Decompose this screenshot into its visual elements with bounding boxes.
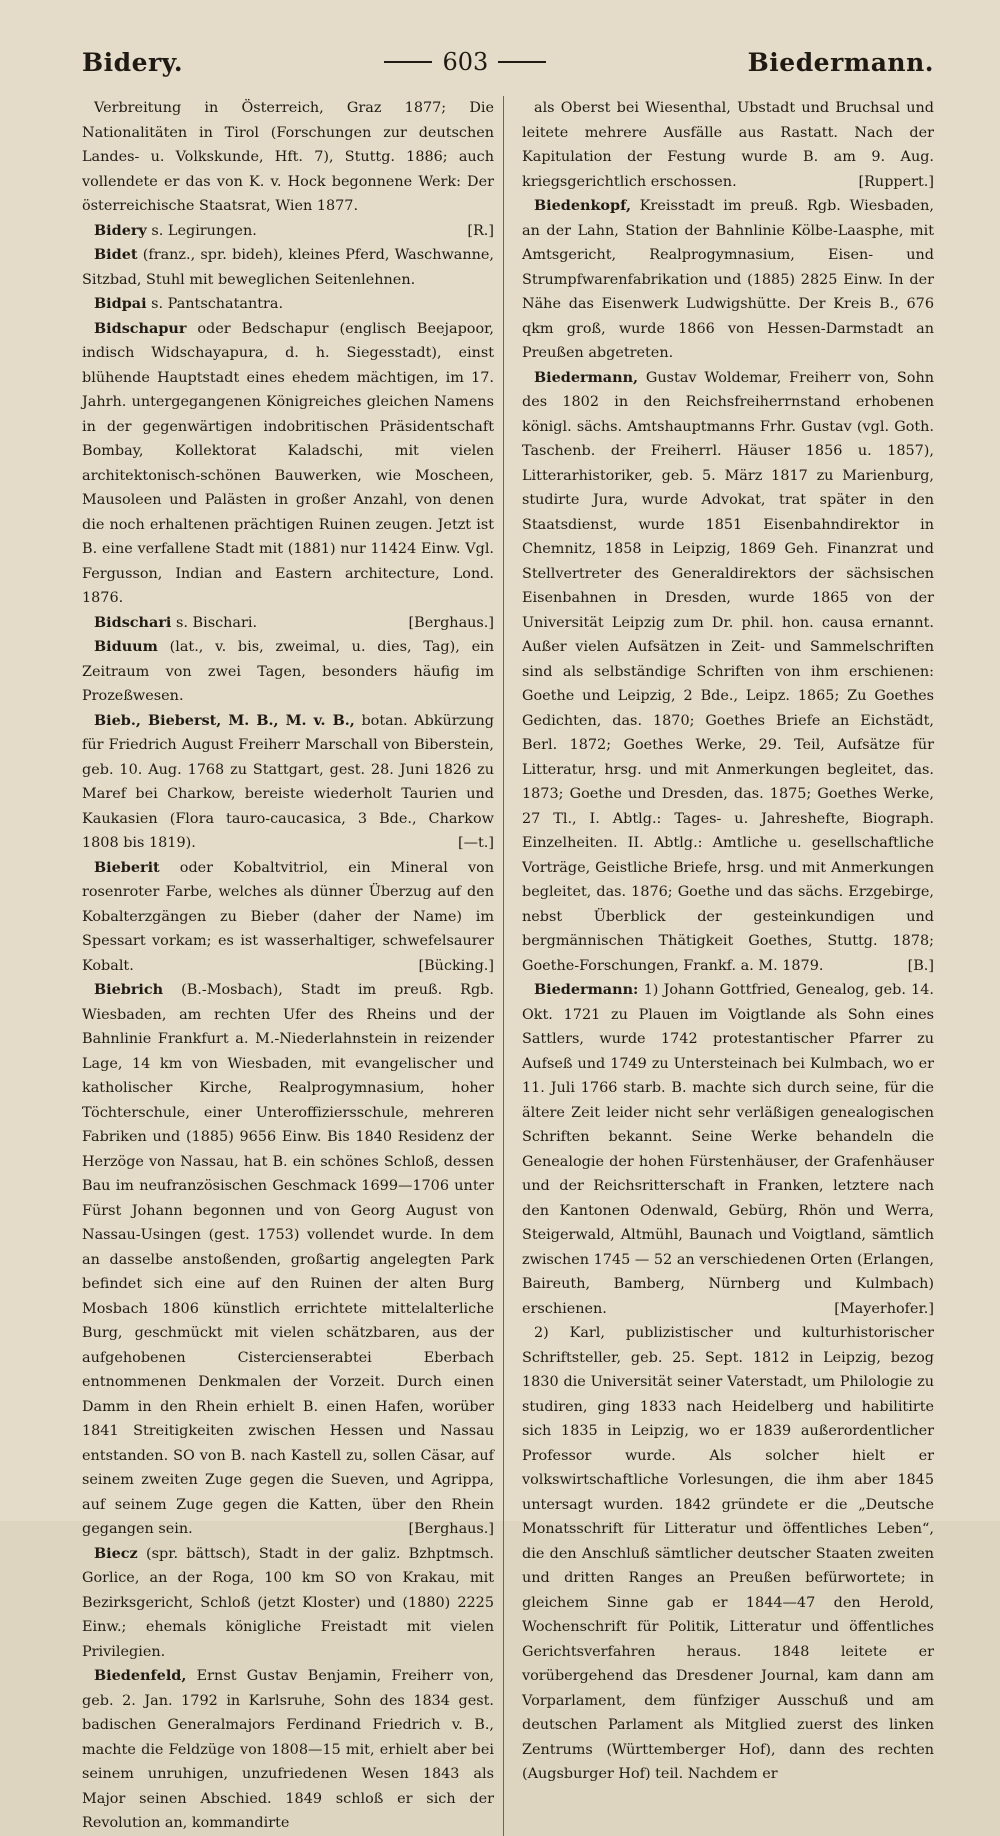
running-head-right: Biedermann. bbox=[747, 47, 934, 77]
page-number-block bbox=[384, 48, 546, 76]
entry-headword: Biedermann, bbox=[534, 368, 639, 386]
entry-headword: Bidet bbox=[94, 246, 138, 263]
entry-text: s. Bischari. bbox=[175, 614, 258, 631]
page-header bbox=[82, 40, 934, 84]
entry-text: 1) Johann Gottfried, Genealog, geb. 14. Okt. 1721 zu Plauen im Voigtlande als Sohn eines Sattlers, wurde 1742 protestantischer Pfarrer zu Aufseß und 1749 zu Untersteinach bei Kulmbach, wo er 11. Juli 1766 starb. B. machte sich durch seine, für die ältere Zeit leider nicht sehr verläßigen genealogischen Schriften bekannt. Seine Werke behandeln die Genealogie der hohen Fürstenhäuser, der Grafenhäuser und der Reichsritterschaft in Franken, letztere nach den Kantonen Odenwald, Gebürg, Rhön und Werra, Steigerwald, Altmühl, Baunach und Voigtland, sämtlich zwischen 1745 — 52 an verschiedenen Orten (Erlangen, Baireuth, Bamberg, Nürnberg und Kulmbach) erschienen. bbox=[522, 982, 935, 1317]
entry bbox=[82, 1664, 494, 1836]
entry bbox=[82, 243, 494, 292]
entry bbox=[522, 96, 934, 194]
entry-text: Kreisstadt im preuß. Rgb. Wiesbaden, an der Lahn, Station der Bahnlinie Kölbe-Laasphe, mit Amtsgericht, Realprogymnasium, Eisen- und Strumpfwarenfabrikation und (1885) 2825 Einw. In der Nähe das Eisenwerk Ludwigshütte. Der Kreis B., 676 qkm groß, wurde 1866 von Hessen-Darmstadt an Preußen abgetreten. bbox=[522, 198, 934, 361]
entry-headword: Bidpai bbox=[94, 295, 147, 312]
entry-author: [Mayerhofer.] bbox=[834, 1300, 934, 1317]
entry-text: (franz., spr. bideh), kleines Pferd, Waschwanne, Sitzbad, Stuhl mit beweglichen Seitenlehnen. bbox=[82, 247, 494, 288]
entry bbox=[82, 292, 494, 317]
header-rule-left bbox=[384, 61, 432, 63]
entry bbox=[522, 978, 934, 1321]
entry bbox=[522, 1321, 934, 1787]
entry-headword: Bieberit bbox=[94, 858, 160, 876]
left-column bbox=[82, 96, 504, 1836]
entry bbox=[82, 1542, 494, 1665]
entry-text: s. Legirungen. bbox=[151, 222, 257, 239]
entry bbox=[82, 635, 494, 709]
entry-headword: Biebrich bbox=[94, 981, 164, 998]
entry-text: oder Bedschapur (englisch Beejapoor, indisch Widschayapura, d. h. Siegesstadt), einst blühende Hauptstadt eines ehedem mächtigen, im 17. Jahrh. untergegangenen Königreiches gleichen Namens in der gegenwärtigen indobritischen Präsidentschaft Bombay, Kollektorat Kaladschi, mit vielen architektonisch-schönen Bauwerken, wie Moscheen, Mausoleen und Palästen in großer Anzahl, von denen die noch erhaltenen prächtigen Ruinen zeugen. Jetzt ist B. eine verfallene Stadt mit (1881) nur 11424 Einw. Vgl. Fergusson, Indian and Eastern architecture, Lond. 1876. bbox=[82, 320, 494, 606]
entry-headword: Biduum bbox=[94, 638, 158, 655]
text-columns bbox=[82, 96, 934, 1836]
entry-text: Ernst Gustav Benjamin, Freiherr von, geb. 2. Jan. 1792 in Karlsruhe, Sohn des 1834 gest. badischen Generalmajors Ferdinand Friedrich v. B., machte die Feldzüge von 1808—15 mit, erhielt aber bei seinem unruhigen, unzufriedenen Wesen 1843 als Major seinen Abschied. 1849 schloß er sich der Revolution an, kommandirte bbox=[82, 1668, 494, 1831]
entry-author: [Berghaus.] bbox=[408, 1521, 494, 1537]
entry-author: [—t.] bbox=[458, 835, 494, 851]
entry-headword: Biecz bbox=[94, 1544, 138, 1562]
entry-author: [Bücking.] bbox=[418, 957, 494, 974]
entry-text: (spr. bättsch), Stadt in der galiz. Bzhptmsch. Gorlice, an der Roga, 100 km SO von Krakau, mit Bezirksgericht, Schloß (jetzt Kloster) und (1880) 2225 Einw.; ehemals königliche Freistadt mit vielen Privilegien. bbox=[82, 1545, 494, 1660]
page-number: 603 bbox=[442, 48, 489, 76]
entry bbox=[82, 96, 494, 219]
running-head-left: Bidery. bbox=[82, 47, 184, 77]
entry bbox=[82, 978, 494, 1542]
header-rule-right bbox=[498, 61, 546, 63]
entry-headword: Bidschari bbox=[94, 613, 172, 631]
entry-headword: Biedenfeld, bbox=[94, 1667, 187, 1684]
entry-text: als Oberst bei Wiesenthal, Ubstadt und Bruchsal und leitete mehrere Ausfälle aus Rastatt. Nach der Kapitulation der Festung wurde B. am 9. Aug. kriegsgerichtlich erschossen. bbox=[522, 100, 934, 190]
entry-headword: Bidschapur bbox=[94, 319, 187, 337]
entry-author: [Ruppert.] bbox=[858, 173, 934, 190]
entry-author: [R.] bbox=[467, 222, 494, 239]
entry bbox=[522, 366, 934, 979]
entry-author: [Berghaus.] bbox=[408, 614, 494, 631]
entry bbox=[82, 856, 494, 979]
entry-text: (B.-Mosbach), Stadt im preuß. Rgb. Wiesbaden, am rechten Ufer des Rheins und der Bahnlinie Frankfurt a. M.-Niederlahnstein in reizender Lage, 14 km von Wiesbaden, mit evangelischer und katholischer Kirche, Realprogymnasium, hoher Töchterschule, einer Unteroffiziersschule, mehreren Fabriken und (1885) 9656 Einw. Bis 1840 Residenz der Herzöge von Nassau, hat B. ein schönes Schloß, dessen Bau im neufranzösischen Geschmack 1699—1706 unter Fürst Johann begonnen und von Georg August von Nassau-Usingen (gest. 1753) vollendet wurde. In dem an dasselbe anstoßenden, großartig angelegten Park befindet sich eine auf den Ruinen der alten Burg Mosbach 1806 künstlich errichtete mittelalterliche Burg, geschmückt mit vielen schätzbaren, aus der aufgehobenen Cistercienserabtei Eberbach entnommenen Denkmalen der Vorzeit. Durch einen Damm in den Rhein erhielt B. einen Hafen, worüber 1841 Streitigkeiten zwischen Hessen und Nassau entstanden. SO von B. nach Kastell zu, sollen Cäsar, auf seinem zweiten Zuge gegen die Sueven, und Agrippa, auf seinem Zuge gegen die Katten, über den Rhein gegangen sein. bbox=[82, 982, 494, 1537]
entry-text: s. Pantschatantra. bbox=[151, 296, 284, 312]
entry-headword: Biedenkopf, bbox=[534, 197, 631, 214]
entry bbox=[82, 219, 494, 244]
entry bbox=[82, 317, 494, 611]
entry bbox=[82, 709, 494, 856]
entry-text: Verbreitung in Österreich, Graz 1877; Die Nationalitäten in Tirol (Forschungen zur deutschen Landes- u. Volkskunde, Hft. 7), Stuttg. 1886; auch vollendete er das von K. v. Hock begonnene Werk: Der österreichische Staatsrat, Wien 1877. bbox=[82, 100, 494, 214]
entry-headword: Biedermann: bbox=[534, 981, 639, 998]
entry-text: (lat., v. bis, zweimal, u. dies, Tag), ein Zeitraum von zwei Tagen, besonders häufig im Prozeßwesen. bbox=[82, 639, 494, 704]
entry bbox=[522, 194, 934, 366]
entry-text: oder Kobaltvitriol, ein Mineral von rosenroter Farbe, welches als dünner Überzug auf den Kobalterzgängen zu Bieber (daher der Name) im Spessart vorkam; es ist wasserhaltiger, schwefelsaurer Kobalt. bbox=[82, 859, 494, 974]
entry-text: 2) Karl, publizistischer und kulturhistorischer Schriftsteller, geb. 25. Sept. 1812 in Leipzig, bezog 1830 die Universität seiner Vaterstadt, um Philologie zu studiren, ging 1833 nach Heidelberg und habilitirte sich 1835 in Leipzig, wo er 1839 außerordentlicher Professor wurde. Als solcher hielt er volkswirtschaftliche Vorlesungen, die ihm aber 1845 untersagt wurden. 1842 gründete er die „Deutsche Monatsschrift für Litteratur und öffentliches Leben“, die den Anschluß sämtlicher deutscher Staaten zweiten und dritten Ranges an Preußen befürwortete; in gleichem Sinne gab er 1844—47 den Herold, Wochenschrift für Politik, Litteratur und öffentliches Gerichtsverfahren heraus. 1848 leitete er vorübergehend das Dresdener Journal, kam dann am Vorparlament, dem fünfziger Ausschuß und am deutschen Parlament als Mitglied zuerst des linken Zentrums (Württemberger Hof), dann des rechten (Augsburger Hof) teil. Nachdem er bbox=[522, 1325, 934, 1782]
right-column bbox=[522, 96, 934, 1836]
entry bbox=[82, 611, 494, 636]
entry-text: Gustav Woldemar, Freiherr von, Sohn des 1802 in den Reichsfreiherrnstand erhobenen königl. sächs. Amtshauptmanns Frhr. Gustav (vgl. Goth. Taschenb. der Freiherrl. Häuser 1856 u. 1857), Litterarhistoriker, geb. 5. März 1817 zu Marienburg, studirte Jura, wurde Advokat, trat später in den Staatsdienst, wurde 1851 Eisenbahndirektor in Chemnitz, 1858 in Leipzig, 1869 Geh. Finanzrat und Stellvertreter des Generaldirektors der sächsischen Eisenbahnen in Dresden, wurde 1865 von der Universität Leipzig zum Dr. phil. hon. causa ernannt. Außer vielen Aufsätzen in Zeit- und Sammelschriften sind als selbständige Schriften von ihm erschienen: Goethe und Leipzig, 2 Bde., Leipz. 1865; Zu Goethes Gedichten, das. 1870; Goethes Briefe an Eichstädt, Berl. 1872; Goethes Werke, 29. Teil, Aufsätze für Litteratur, hrsg. und mit Anmerkungen begleitet, das. 1873; Goethe und Dresden, das. 1875; Goethes Werke, 27 Tl., I. Abtlg.: Tages- u. Jahreshefte, Biograph. Einzelheiten. II. Abtlg.: Amtliche u. gesellschaftliche Vorträge, Geistliche Briefe, hrsg. und mit Anmerkungen begleitet, das. 1876; Goethe und das sächs. Erzgebirge, nebst Überblick der gesteinkundigen und bergmännischen Thätigkeit Goethes, Stuttg. 1878; Goethe-Forschungen, Frankf. a. M. 1879. bbox=[522, 369, 934, 974]
entry-author: [B.] bbox=[907, 957, 934, 974]
entry-headword: Bidery bbox=[94, 221, 147, 239]
entry-headword: Bieb., Bieberst, M. B., M. v. B., bbox=[94, 711, 355, 729]
entry-text: botan. Abkürzung für Friedrich August Freiherr Marschall von Biberstein, geb. 10. Aug. 1768 zu Stattgart, gest. 28. Juni 1826 zu Maref bei Charkow, bereiste wiederholt Taurien und Kaukasien (Flora tauro-caucasica, 3 Bde., Charkow 1808 bis 1819). bbox=[82, 712, 494, 851]
